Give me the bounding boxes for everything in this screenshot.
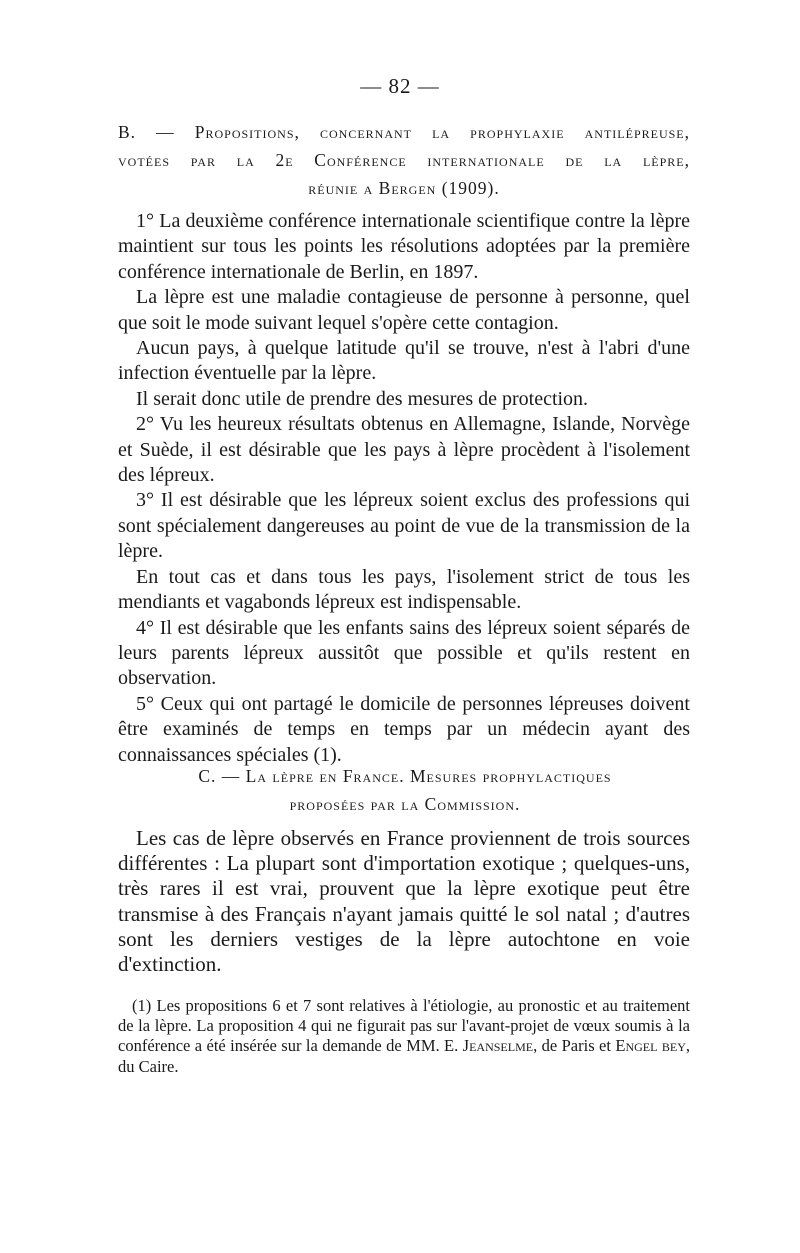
- section-c-heading: [150, 762, 660, 818]
- paragraph: 1° La deuxième conférence internationale scientifique contre la lèpre maintient sur tous les points les résolutions adoptées par la première conférence internationale de Berlin, en 1897.: [118, 210, 690, 283]
- paragraph: Les cas de lèpre observés en France proviennent de trois sources différentes : La plupart sont d'importation exotique ; quelques-uns, très rares il est vrai, prouvent que la lèpre exotique peut être transmise à des Français n'ayant jamais quitté le sol natal ; d'autres sont les derniers vestiges de la lèpre autochtone en voie d'extinction.: [118, 826, 690, 977]
- section-b-body: [118, 209, 690, 768]
- paragraph: 5° Ceux qui ont partagé le domicile de personnes lépreuses doivent être examinés de temps en temps par un médecin ayant des connaissances spéciales (1).: [118, 692, 690, 766]
- section-b-heading: [118, 118, 690, 202]
- footnote-name-engel-bey: Engel bey: [615, 1036, 686, 1056]
- section-b-heading-line-3: réunie a Bergen (1909).: [308, 178, 500, 198]
- footnote: [118, 996, 690, 1077]
- section-c-heading-line-2: proposées par la Commission.: [289, 794, 521, 814]
- paragraph: Il serait donc utile de prendre des mesures de protection.: [136, 387, 589, 410]
- section-c-heading-line-1: C. — La lèpre en France. Mesures prophylactiques: [198, 766, 612, 786]
- footnote-text: [118, 996, 690, 1077]
- paragraph: La lèpre est une maladie contagieuse de personne à personne, quel que soit le mode suivant lequel s'opère cette contagion.: [118, 286, 690, 334]
- footnote-text-1: (1) Les propositions 6 et 7 sont relatives à l'étiologie, au pronostic et au traitement de la lèpre. La proposition 4 qui ne figurait pas sur l'avant-projet de vœux soumis à la conférence a été insérée sur la demande de MM. E.: [118, 996, 690, 1056]
- paragraph: Aucun pays, à quelque latitude qu'il se trouve, n'est à l'abri d'une infection éventuelle par la lèpre.: [118, 337, 690, 385]
- section-c-body: [118, 826, 690, 977]
- paragraph: En tout cas et dans tous les pays, l'isolement strict de tous les mendiants et vagabonds lépreux est indispensable.: [118, 565, 690, 614]
- footnote-name-jeanselme: Jeanselme: [462, 1036, 534, 1056]
- paragraph: 4° Il est désirable que les enfants sains des lépreux soient séparés de leurs parents lépreux aussitôt que possible et qu'ils restent en observation.: [118, 616, 690, 690]
- section-b-heading-line-2: votées par la 2e Conférence internationale de la lèpre,: [118, 150, 690, 170]
- section-b-heading-line-1: B. — Propositions, concernant la prophylaxie antilépreuse,: [118, 122, 690, 142]
- paragraph: 2° Vu les heureux résultats obtenus en Allemagne, Islande, Norvège et Suède, il est désirable que les pays à lèpre procèdent à l'isolement des lépreux.: [118, 413, 690, 487]
- paragraph: 3° Il est désirable que les lépreux soient exclus des professions qui sont spécialement dangereuses au point de vue de la transmission de la lèpre.: [118, 489, 690, 563]
- footnote-text-3: , du Caire.: [118, 1036, 690, 1076]
- footnote-text-2: , de Paris et: [533, 1036, 616, 1056]
- page-number: — 82 —: [360, 74, 440, 98]
